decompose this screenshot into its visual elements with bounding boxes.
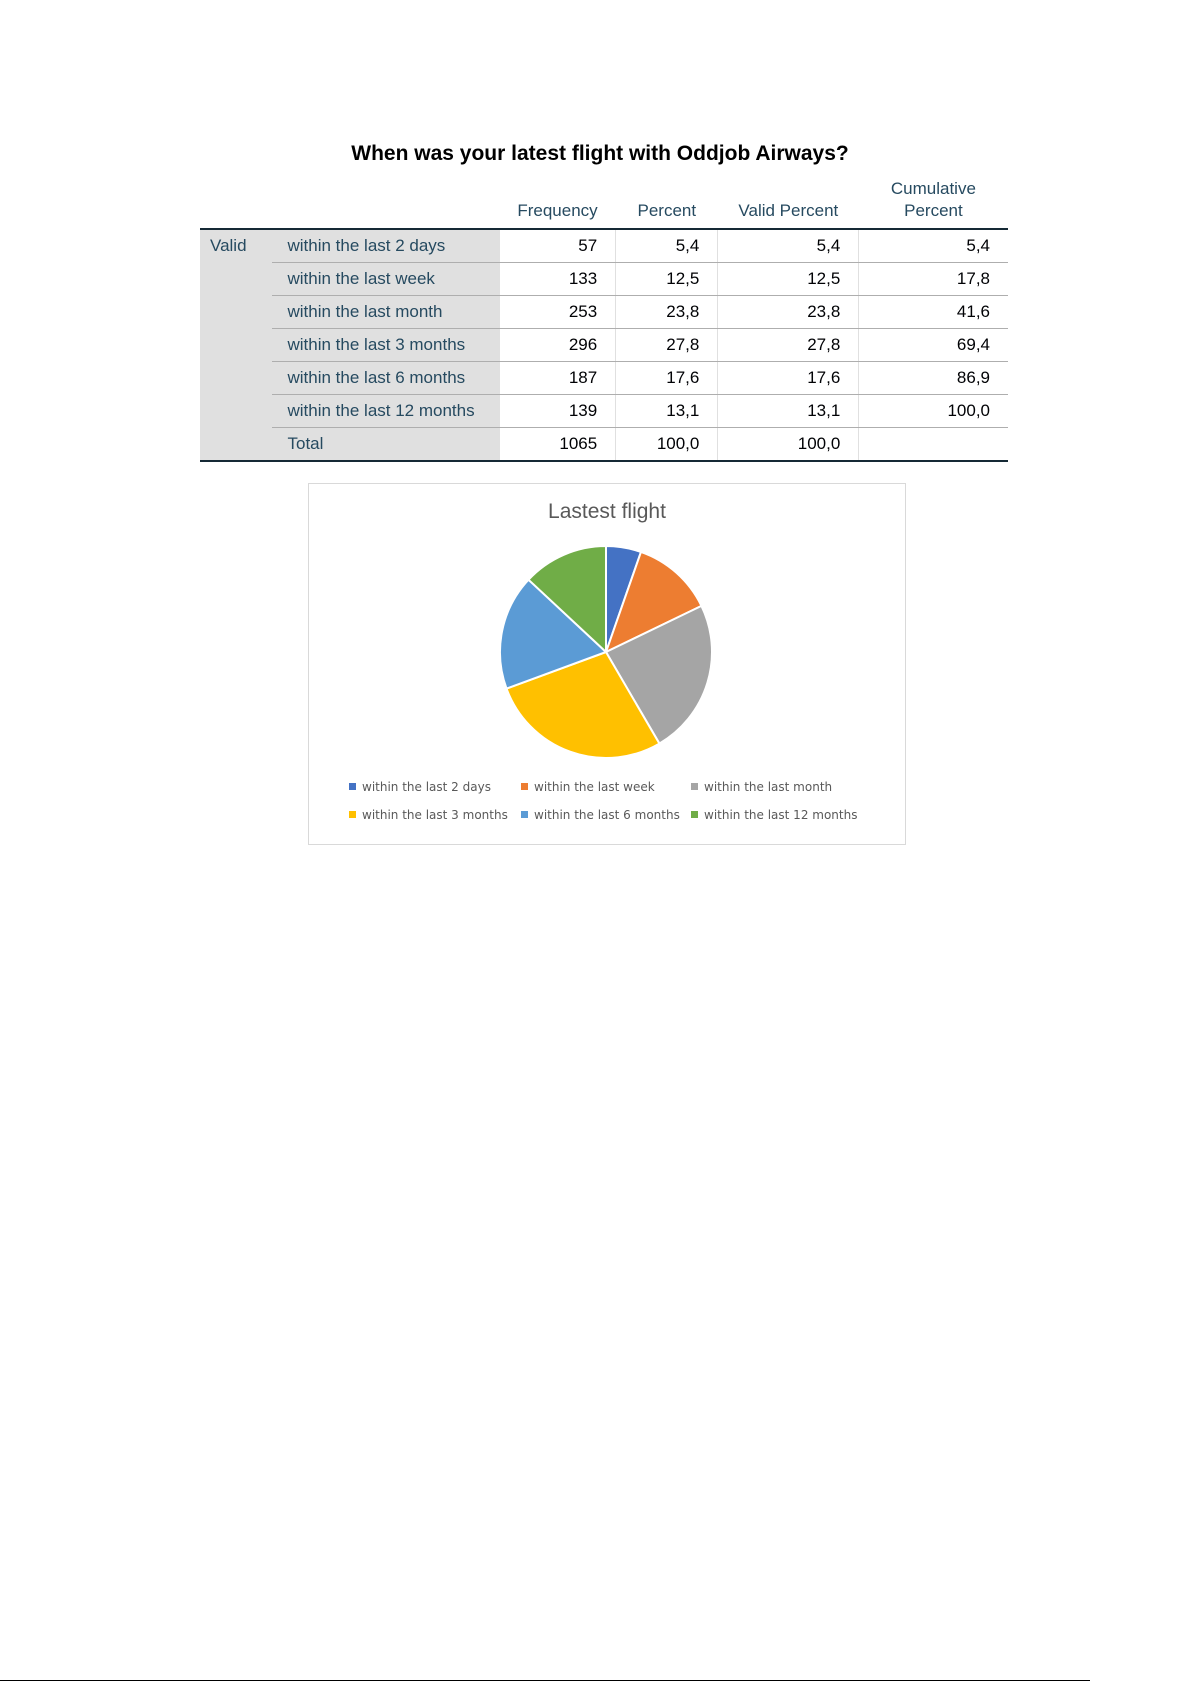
cell-cumulative-percent: 17,8 bbox=[859, 263, 1008, 296]
cell-frequency: 133 bbox=[499, 263, 615, 296]
cell-percent: 100,0 bbox=[616, 428, 718, 462]
legend-label: within the last week bbox=[534, 780, 655, 794]
header-valid-percent: Valid Percent bbox=[718, 176, 859, 229]
table-row bbox=[200, 362, 1008, 395]
legend-label: within the last month bbox=[704, 780, 833, 794]
row-label: within the last 2 days bbox=[272, 229, 500, 263]
row-label: within the last 6 months bbox=[272, 362, 500, 395]
cell-percent: 13,1 bbox=[616, 395, 718, 428]
cell-cumulative-percent: 69,4 bbox=[859, 329, 1008, 362]
cell-percent: 27,8 bbox=[616, 329, 718, 362]
header-percent: Percent bbox=[616, 176, 718, 229]
cell-cumulative-percent: 100,0 bbox=[859, 395, 1008, 428]
legend-swatch bbox=[521, 811, 528, 818]
cell-frequency: 187 bbox=[499, 362, 615, 395]
legend-item bbox=[349, 780, 491, 794]
cell-percent: 17,6 bbox=[616, 362, 718, 395]
legend-label: within the last 3 months bbox=[362, 808, 508, 822]
table-row bbox=[200, 329, 1008, 362]
table-title: When was your latest flight with Oddjob Airways? bbox=[351, 142, 849, 165]
table-row bbox=[200, 263, 1008, 296]
cell-frequency: 139 bbox=[499, 395, 615, 428]
table-row bbox=[200, 395, 1008, 428]
row-label: within the last month bbox=[272, 296, 500, 329]
table-header-row bbox=[200, 176, 1008, 229]
header-stub bbox=[200, 176, 499, 229]
cell-valid-percent: 27,8 bbox=[718, 329, 859, 362]
legend-label: within the last 2 days bbox=[362, 780, 491, 794]
header-frequency: Frequency bbox=[499, 176, 615, 229]
cell-frequency: 1065 bbox=[499, 428, 615, 462]
table-row bbox=[200, 229, 1008, 263]
cell-cumulative-percent: 86,9 bbox=[859, 362, 1008, 395]
cell-valid-percent: 100,0 bbox=[718, 428, 859, 462]
legend-swatch bbox=[349, 783, 356, 790]
cell-cumulative-percent: 5,4 bbox=[859, 229, 1008, 263]
cell-cumulative-percent: 41,6 bbox=[859, 296, 1008, 329]
cell-frequency: 296 bbox=[499, 329, 615, 362]
cell-percent: 5,4 bbox=[616, 229, 718, 263]
legend-item bbox=[521, 780, 655, 794]
row-label: within the last 3 months bbox=[272, 329, 500, 362]
legend-swatch bbox=[349, 811, 356, 818]
cell-valid-percent: 13,1 bbox=[718, 395, 859, 428]
cell-valid-percent: 12,5 bbox=[718, 263, 859, 296]
row-label: Total bbox=[272, 428, 500, 462]
page-footer-rule bbox=[0, 1680, 1090, 1681]
cell-percent: 23,8 bbox=[616, 296, 718, 329]
cell-frequency: 253 bbox=[499, 296, 615, 329]
legend-swatch bbox=[691, 783, 698, 790]
pie-chart-panel bbox=[308, 483, 906, 845]
table-row bbox=[200, 428, 1008, 462]
cell-valid-percent: 23,8 bbox=[718, 296, 859, 329]
legend-item bbox=[691, 808, 857, 822]
legend-item bbox=[521, 808, 680, 822]
legend-swatch bbox=[691, 811, 698, 818]
frequency-table bbox=[200, 176, 1008, 462]
table-row bbox=[200, 296, 1008, 329]
legend-item bbox=[349, 808, 508, 822]
chart-title: Lastest flight bbox=[548, 500, 666, 523]
cell-frequency: 57 bbox=[499, 229, 615, 263]
header-cumulative-percent: Cumulative Percent bbox=[859, 176, 1008, 229]
legend-label: within the last 12 months bbox=[704, 808, 858, 822]
legend-swatch bbox=[521, 783, 528, 790]
cell-cumulative-percent bbox=[859, 428, 1008, 462]
row-label: within the last 12 months bbox=[272, 395, 500, 428]
row-label: within the last week bbox=[272, 263, 500, 296]
cell-percent: 12,5 bbox=[616, 263, 718, 296]
cell-valid-percent: 17,6 bbox=[718, 362, 859, 395]
legend-label: within the last 6 months bbox=[534, 808, 680, 822]
cell-valid-percent: 5,4 bbox=[718, 229, 859, 263]
row-group-label: Valid bbox=[200, 229, 272, 461]
legend-item bbox=[691, 780, 832, 794]
